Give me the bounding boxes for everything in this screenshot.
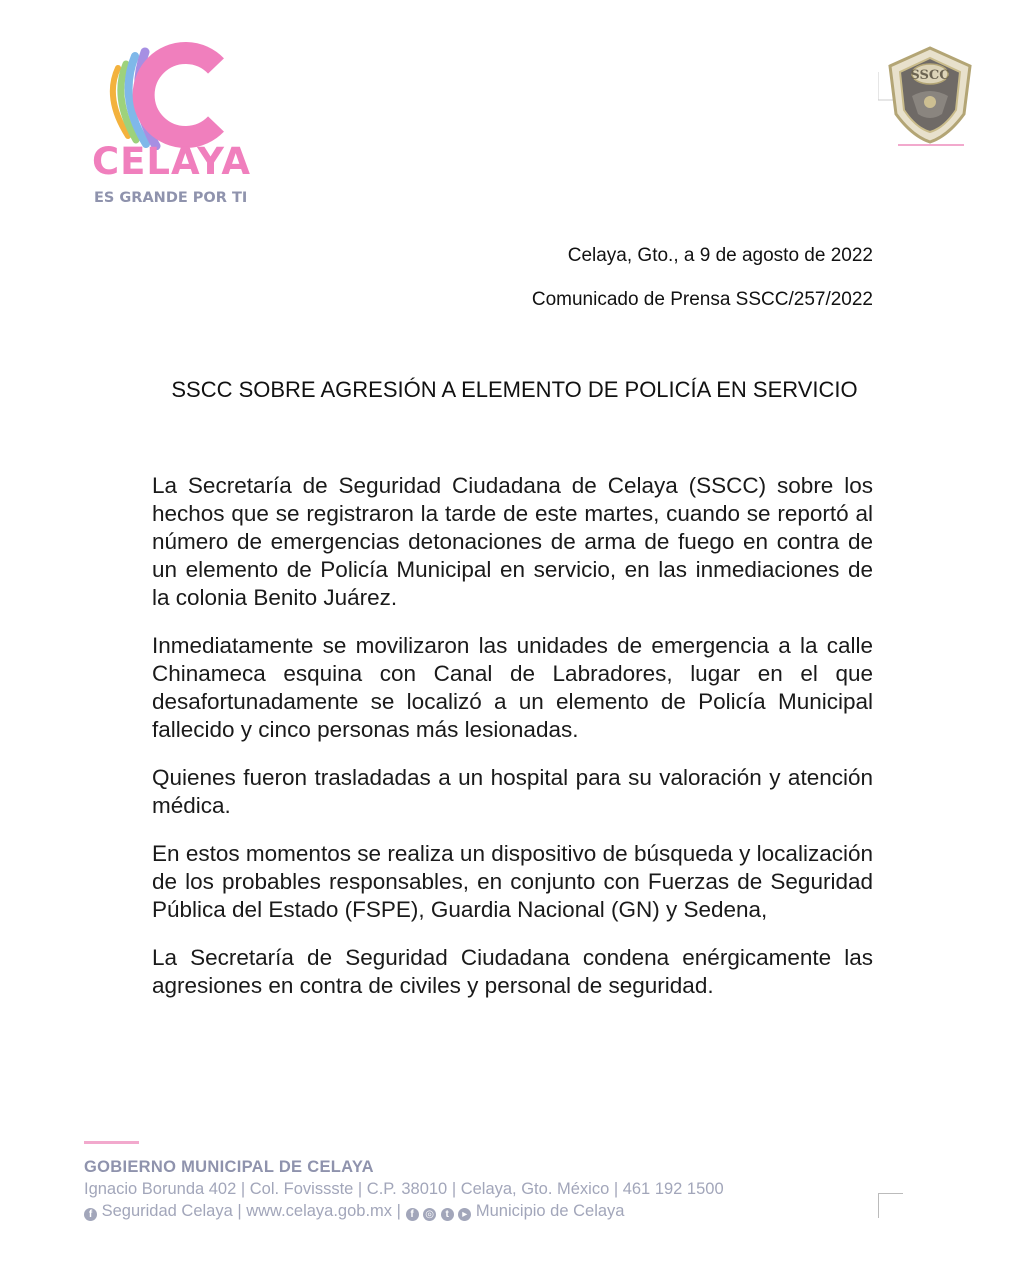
body-paragraph: En estos momentos se realiza un dispositivo de búsqueda y localización de los probables responsables, en conjunto con Fuerzas de Seguridad Pública del Estado (FSPE), Guardia Nacional (GN) y Sedena,	[152, 841, 873, 922]
seal-emblem-icon	[878, 44, 982, 148]
celaya-c-mark	[88, 40, 258, 150]
body-paragraph: Quienes fueron trasladadas a un hospital para su valoración y atención médica.	[152, 765, 873, 818]
facebook-icon: f	[406, 1208, 419, 1221]
twitter-icon: t	[441, 1208, 454, 1221]
seal-text: SSCC	[910, 68, 950, 83]
footer-address: Ignacio Borunda 402 | Col. Fovissste | C.P. 38010 | Celaya, Gto. México | 461 192 1500	[84, 1180, 724, 1198]
date-line: Celaya, Gto., a 9 de agosto de 2022	[567, 245, 873, 266]
brand-slogan: ES GRANDE POR TI	[94, 190, 248, 206]
press-release-headline: SSCC SOBRE AGRESIÓN A ELEMENTO DE POLICÍA EN SERVICIO	[171, 377, 858, 402]
press-release-body	[152, 472, 873, 1020]
facebook-icon: f	[84, 1208, 97, 1221]
celaya-logo	[88, 40, 258, 215]
youtube-icon: ▸	[458, 1208, 471, 1221]
footer-website: | www.celaya.gob.mx |	[237, 1202, 401, 1220]
brand-name: CELAYA	[92, 140, 251, 183]
body-paragraph: La Secretaría de Seguridad Ciudadana de Celaya (SSCC) sobre los hechos que se registraron la tarde de este martes, cuando se reportó al número de emergencias detonaciones de arma de fuego en contra de un elemento de Policía Municipal en servicio, en las inmediaciones de la colonia Benito Juárez.	[152, 473, 873, 610]
seal-underline	[898, 144, 964, 146]
body-paragraph: La Secretaría de Seguridad Ciudadana condena enérgicamente las agresiones en contra de civiles y personal de seguridad.	[152, 945, 873, 998]
footer-social-handle: Seguridad Celaya	[101, 1202, 233, 1220]
instagram-icon: ◎	[423, 1208, 436, 1221]
footer-corner-mark	[878, 1193, 903, 1218]
footer-organization: GOBIERNO MUNICIPAL DE CELAYA	[84, 1158, 374, 1176]
footer-social-name: Municipio de Celaya	[475, 1202, 625, 1220]
footer-accent-line	[84, 1141, 139, 1144]
sscc-seal	[878, 44, 982, 148]
footer-contact-line	[84, 1202, 624, 1221]
press-release-number: Comunicado de Prensa SSCC/257/2022	[531, 289, 873, 310]
body-paragraph: Inmediatamente se movilizaron las unidades de emergencia a la calle Chinameca esquina con Canal de Labradores, lugar en el que desafortunadamente se localizó a un elemento de Policía Municipal fallecido y cinco personas más lesionadas.	[152, 633, 873, 742]
